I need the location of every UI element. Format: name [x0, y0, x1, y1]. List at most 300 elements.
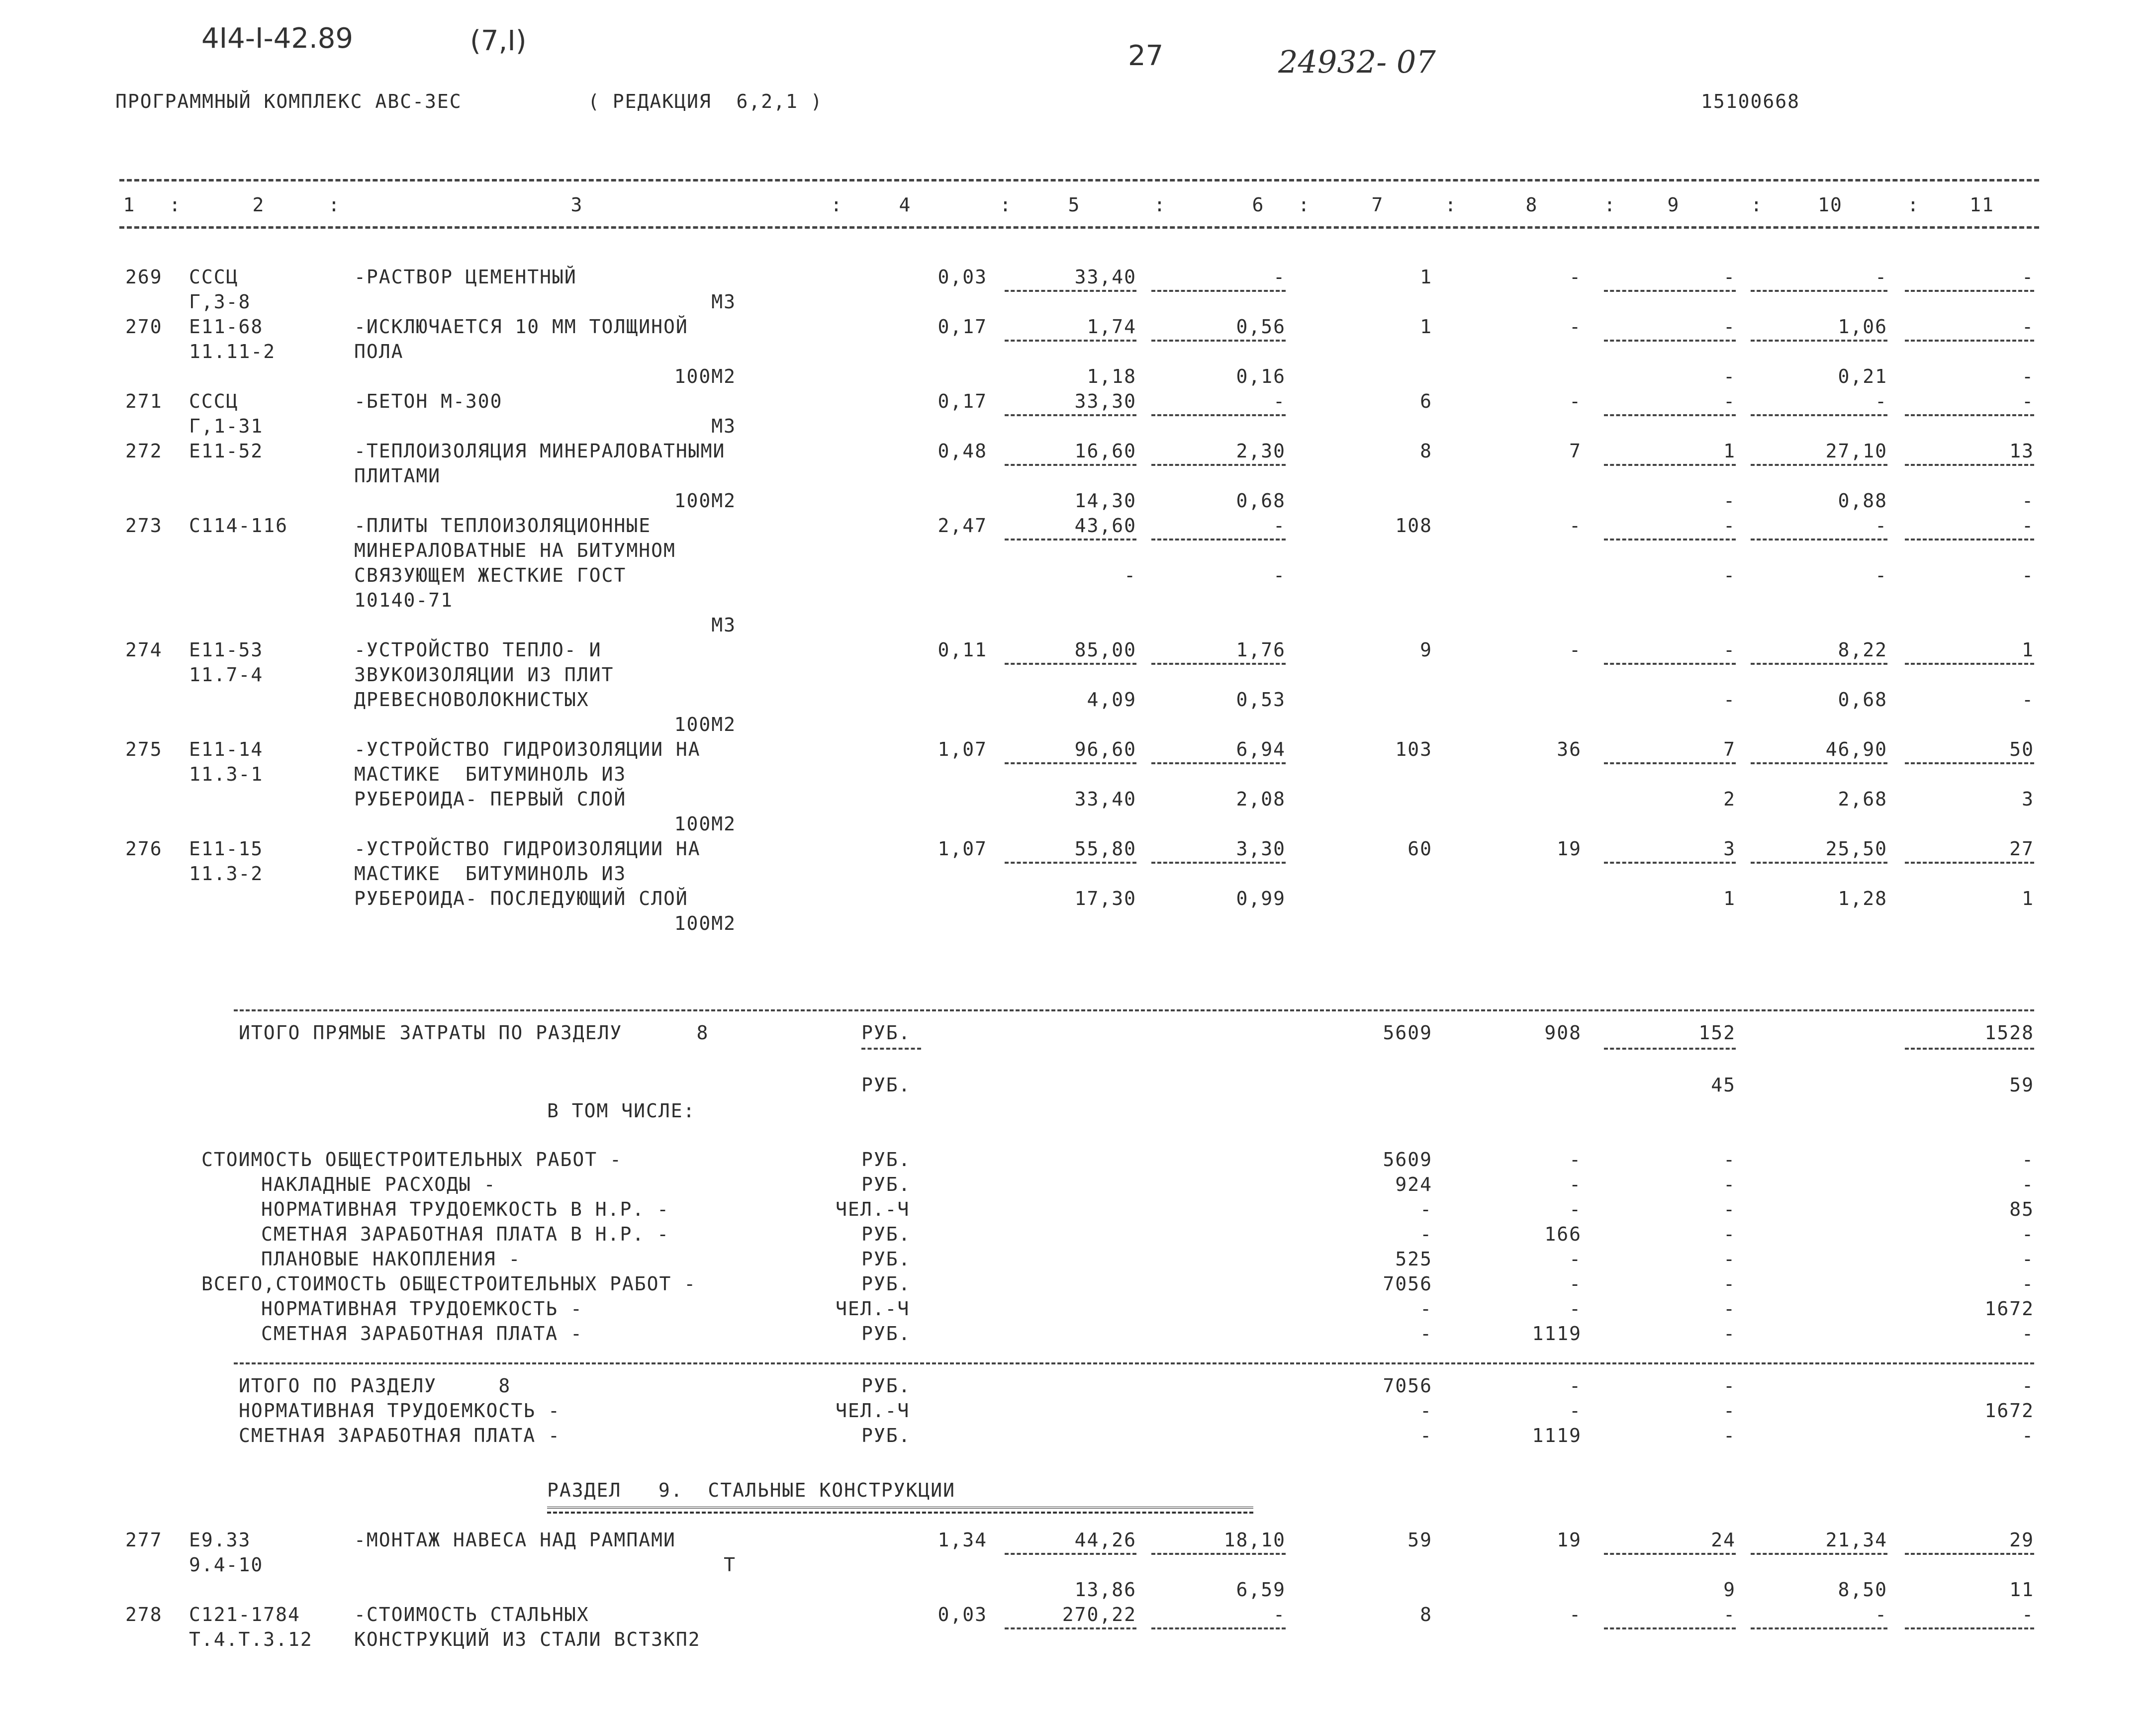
column-number-11: 11 [1969, 194, 1994, 216]
breakdown-label: СМЕТНАЯ ЗАРАБОТНАЯ ПЛАТА - [261, 1323, 583, 1345]
cell-c1: 276 [125, 838, 163, 860]
column-separator: : [1000, 194, 1012, 216]
cell-separator [1005, 663, 1136, 665]
cell-c10: 8,22 [1838, 639, 1887, 661]
cell-separator [1905, 1627, 2034, 1629]
section-rule [234, 1362, 2034, 1364]
cell-c3: 100М2 [674, 490, 736, 512]
column-separator: : [328, 194, 341, 216]
cell-separator [1151, 340, 1286, 342]
part-number: (7,I) [470, 25, 527, 57]
cell-c11: 27 [2009, 838, 2034, 860]
cell-c9: 2 [1723, 788, 1736, 810]
column-separator: : [1298, 194, 1311, 216]
breakdown-unit: ЧЕЛ.-Ч [836, 1298, 910, 1320]
cell-c4: 0,03 [937, 266, 987, 288]
cell-c11: - [2022, 490, 2034, 512]
breakdown-unit: ЧЕЛ.-Ч [836, 1198, 910, 1220]
breakdown-c11: - [2022, 1323, 2034, 1345]
cell-c7: 8 [1420, 440, 1432, 462]
breakdown-c11: 1672 [1984, 1298, 2034, 1320]
breakdown-c7: - [1420, 1198, 1432, 1220]
section-total-label: НОРМАТИВНАЯ ТРУДОЕМКОСТЬ - [239, 1400, 561, 1422]
total-c9: 45 [1711, 1074, 1736, 1096]
column-separator: : [831, 194, 843, 216]
section-total-c8: - [1569, 1400, 1582, 1422]
cell-c5: 33,40 [1074, 788, 1136, 810]
cell-separator [1005, 762, 1136, 764]
cell-separator [1751, 290, 1887, 292]
cell-separator [1604, 862, 1736, 864]
total-unit: РУБ. [861, 1022, 911, 1044]
cell-separator [1751, 862, 1887, 864]
column-number-2: 2 [252, 194, 265, 216]
cell-c10: 1,06 [1838, 316, 1887, 338]
cell-c3: ЗВУКОИЗОЛЯЦИИ ИЗ ПЛИТ [354, 664, 614, 686]
cell-c11: 11 [2009, 1579, 2034, 1601]
cell-c2: СССЦ [189, 266, 239, 288]
cell-c9: - [1723, 490, 1736, 512]
section-total-c8: - [1569, 1375, 1582, 1397]
cell-c10: 1,28 [1838, 888, 1887, 909]
cell-c10: 0,21 [1838, 365, 1887, 387]
cell-c4: 2,47 [937, 515, 987, 537]
breakdown-unit: РУБ. [861, 1248, 911, 1270]
breakdown-unit: РУБ. [861, 1223, 911, 1245]
cell-c5: 44,26 [1074, 1529, 1136, 1551]
section-total-c7: - [1420, 1425, 1432, 1446]
column-number-7: 7 [1371, 194, 1384, 216]
cell-c3: -УСТРОЙСТВО ТЕПЛО- И [354, 639, 602, 661]
section-rule [234, 1009, 2034, 1011]
cell-separator [1604, 340, 1736, 342]
cell-c4: 0,17 [937, 390, 987, 412]
cell-c3: МАСТИКЕ БИТУМИНОЛЬ ИЗ [354, 863, 627, 885]
cell-c1: 270 [125, 316, 163, 338]
cell-c2: Е9.33 [189, 1529, 251, 1551]
cell-c6: - [1273, 390, 1286, 412]
cell-c3: СВЯЗУЮЩЕМ ЖЕСТКИЕ ГОСТ [354, 564, 627, 586]
cell-c2: Е11-15 [189, 838, 264, 860]
cell-separator [1151, 663, 1286, 665]
cell-c5: 43,60 [1074, 515, 1136, 537]
cell-c4: 0,11 [937, 639, 987, 661]
section-total-c7: 7056 [1383, 1375, 1432, 1397]
cell-c11: - [2022, 316, 2034, 338]
section-total-c9: - [1723, 1375, 1736, 1397]
cell-separator [1604, 290, 1736, 292]
cell-c2: Е11-53 [189, 639, 264, 661]
cell-c6: 0,68 [1236, 490, 1286, 512]
cell-c11: - [2022, 564, 2034, 586]
section-total-label: СМЕТНАЯ ЗАРАБОТНАЯ ПЛАТА - [239, 1425, 561, 1446]
cell-separator [1905, 340, 2034, 342]
cell-c6: - [1273, 564, 1286, 586]
cell-c8: - [1569, 1604, 1582, 1625]
cell-c5: 96,60 [1074, 738, 1136, 760]
cell-c6: 1,76 [1236, 639, 1286, 661]
cell-separator [1151, 414, 1286, 416]
cell-separator [1604, 414, 1736, 416]
cell-c6: - [1273, 266, 1286, 288]
cell-c5: 17,30 [1074, 888, 1136, 909]
breakdown-c8: - [1569, 1173, 1582, 1195]
cell-separator [1604, 464, 1736, 466]
breakdown-c8: - [1569, 1198, 1582, 1220]
cell-c5: 33,30 [1074, 390, 1136, 412]
code-right: 15100668 [1701, 90, 1800, 112]
column-number-9: 9 [1667, 194, 1680, 216]
cell-c7: 6 [1420, 390, 1432, 412]
column-number-6: 6 [1252, 194, 1265, 216]
cell-c6: 6,94 [1236, 738, 1286, 760]
cell-c7: 1 [1420, 316, 1432, 338]
cell-c6: - [1273, 515, 1286, 537]
breakdown-label: ВСЕГО,СТОИМОСТЬ ОБЩЕСТРОИТЕЛЬНЫХ РАБОТ - [201, 1273, 697, 1295]
cell-separator [1751, 539, 1887, 540]
cell-c5: 4,09 [1087, 689, 1136, 711]
cell-c3: РУБЕРОИДА- ПЕРВЫЙ СЛОЙ [354, 788, 627, 810]
breakdown-c7: 525 [1395, 1248, 1432, 1270]
cell-separator [1905, 414, 2034, 416]
cell-c8: - [1569, 515, 1582, 537]
column-separator: : [1604, 194, 1616, 216]
breakdown-unit: РУБ. [861, 1273, 911, 1295]
cell-c3: -ТЕПЛОИЗОЛЯЦИЯ МИНЕРАЛОВАТНЫМИ [354, 440, 726, 462]
cell-c7: 1 [1420, 266, 1432, 288]
header-rule-bottom [119, 226, 2039, 229]
section-underline [547, 1507, 1253, 1509]
cell-separator [1005, 1627, 1136, 1629]
cell-separator [1151, 290, 1286, 292]
cell-separator [861, 1048, 921, 1050]
cell-c4: 0,03 [937, 1604, 987, 1625]
cell-c8: - [1569, 639, 1582, 661]
cell-c6: 0,16 [1236, 365, 1286, 387]
cell-separator [1604, 539, 1736, 540]
cell-c3: -БЕТОН М-300 [354, 390, 503, 412]
total-c7: 5609 [1383, 1022, 1432, 1044]
cell-c5: 16,60 [1074, 440, 1136, 462]
cell-c9: - [1723, 1604, 1736, 1625]
cell-c9: - [1723, 564, 1736, 586]
cell-c6: - [1273, 1604, 1286, 1625]
cell-c5: 55,80 [1074, 838, 1136, 860]
cell-c3: ПЛИТАМИ [354, 465, 441, 487]
cell-c4: 0,17 [937, 316, 987, 338]
breakdown-c9: - [1723, 1149, 1736, 1170]
cell-c2: Е11-14 [189, 738, 264, 760]
cell-c6: 2,30 [1236, 440, 1286, 462]
column-separator: : [1445, 194, 1457, 216]
section-total-c11: - [2022, 1425, 2034, 1446]
cell-c11: 1 [2022, 639, 2034, 661]
cell-c10: 21,34 [1825, 1529, 1887, 1551]
cell-c9: 1 [1723, 440, 1736, 462]
breakdown-unit: РУБ. [861, 1149, 911, 1170]
cell-c3: -УСТРОЙСТВО ГИДРОИЗОЛЯЦИИ НА [354, 838, 701, 860]
cell-c7: 108 [1395, 515, 1432, 537]
cell-c1: 271 [125, 390, 163, 412]
cell-c5: 1,18 [1087, 365, 1136, 387]
column-number-3: 3 [570, 194, 583, 216]
section-total-c8: 1119 [1532, 1425, 1582, 1446]
cell-c3: М3 [711, 291, 736, 313]
total-unit: РУБ. [861, 1074, 911, 1096]
total-c11: 1528 [1984, 1022, 2034, 1044]
cell-separator [1604, 1627, 1736, 1629]
cell-c3: М3 [711, 415, 736, 437]
breakdown-c7: - [1420, 1298, 1432, 1320]
column-number-5: 5 [1068, 194, 1081, 216]
section-total-unit: ЧЕЛ.-Ч [836, 1400, 910, 1422]
cell-c3: -СТОИМОСТЬ СТАЛЬНЫХ [354, 1604, 589, 1625]
cell-c4: 0,48 [937, 440, 987, 462]
section-9-title: РАЗДЕЛ 9. СТАЛЬНЫЕ КОНСТРУКЦИИ [547, 1479, 955, 1501]
section-total-unit: РУБ. [861, 1375, 911, 1397]
cell-c11: 1 [2022, 888, 2034, 909]
cell-c10: - [1875, 564, 1887, 586]
incl-label: В ТОМ ЧИСЛЕ: [547, 1100, 696, 1122]
cell-c11: 13 [2009, 440, 2034, 462]
cell-c3: -МОНТАЖ НАВЕСА НАД РАМПАМИ [354, 1529, 676, 1551]
cell-c3: -РАСТВОР ЦЕМЕНТНЫЙ [354, 266, 577, 288]
section-total-c9: - [1723, 1400, 1736, 1422]
cell-c6: 6,59 [1236, 1579, 1286, 1601]
cell-c7: 103 [1395, 738, 1432, 760]
breakdown-label: НОРМАТИВНАЯ ТРУДОЕМКОСТЬ В Н.Р. - [261, 1198, 669, 1220]
cell-separator [1005, 290, 1136, 292]
program-title: ПРОГРАММНЫЙ КОМПЛЕКС АВС-ЗЕС [115, 90, 462, 112]
cell-c3: -УСТРОЙСТВО ГИДРОИЗОЛЯЦИИ НА [354, 738, 701, 760]
cell-c2: Е11-52 [189, 440, 264, 462]
cell-c11: 50 [2009, 738, 2034, 760]
cell-c8: - [1569, 390, 1582, 412]
cell-c9: 1 [1723, 888, 1736, 909]
cell-c8: 19 [1557, 838, 1582, 860]
cell-c11: - [2022, 365, 2034, 387]
cell-separator [1905, 1048, 2034, 1050]
cell-c1: 275 [125, 738, 163, 760]
cell-c11: 29 [2009, 1529, 2034, 1551]
cell-separator [1604, 663, 1736, 665]
total-c11: 59 [2009, 1074, 2034, 1096]
cell-separator [1905, 663, 2034, 665]
breakdown-c11: - [2022, 1149, 2034, 1170]
breakdown-c11: - [2022, 1223, 2034, 1245]
cell-c4: 1,07 [937, 838, 987, 860]
breakdown-c8: 1119 [1532, 1323, 1582, 1345]
cell-c3: Т [724, 1554, 736, 1576]
breakdown-unit: РУБ. [861, 1323, 911, 1345]
cell-separator [1751, 414, 1887, 416]
cell-c1: 274 [125, 639, 163, 661]
cell-c5: - [1124, 564, 1136, 586]
breakdown-c7: 5609 [1383, 1149, 1432, 1170]
cell-separator [1905, 464, 2034, 466]
section-total-unit: РУБ. [861, 1425, 911, 1446]
cell-c6: 18,10 [1223, 1529, 1286, 1551]
cell-separator [1751, 1553, 1887, 1555]
breakdown-c8: - [1569, 1248, 1582, 1270]
cell-c9: 7 [1723, 738, 1736, 760]
cell-c11: - [2022, 1604, 2034, 1625]
cell-c2: С114-116 [189, 515, 288, 537]
cell-c11: - [2022, 515, 2034, 537]
cell-c2: Г,1-31 [189, 415, 264, 437]
cell-c9: - [1723, 365, 1736, 387]
cell-c2: 11.3-1 [189, 763, 264, 785]
cell-c10: - [1875, 266, 1887, 288]
cell-separator [1604, 1048, 1736, 1050]
cell-c6: 0,99 [1236, 888, 1286, 909]
cell-c10: - [1875, 390, 1887, 412]
cell-separator [1604, 1553, 1736, 1555]
cell-separator [1005, 1553, 1136, 1555]
cell-c3: МИНЕРАЛОВАТНЫЕ НА БИТУМНОМ [354, 540, 676, 561]
column-number-10: 10 [1818, 194, 1843, 216]
cell-c1: 278 [125, 1604, 163, 1625]
section-total-c9: - [1723, 1425, 1736, 1446]
cell-separator [1905, 862, 2034, 864]
cell-c3: ДРЕВЕСНОВОЛОКНИСТЫХ [354, 689, 589, 711]
cell-separator [1005, 464, 1136, 466]
cell-separator [1751, 340, 1887, 342]
cell-c1: 273 [125, 515, 163, 537]
breakdown-label: НАКЛАДНЫЕ РАСХОДЫ - [261, 1173, 496, 1195]
page-number: 27 [1128, 40, 1164, 72]
cell-c5: 85,00 [1074, 639, 1136, 661]
column-number-4: 4 [899, 194, 912, 216]
cell-c3: -ПЛИТЫ ТЕПЛОИЗОЛЯЦИОННЫЕ [354, 515, 652, 537]
cell-c8: - [1569, 316, 1582, 338]
cell-c6: 0,56 [1236, 316, 1286, 338]
breakdown-label: СТОИМОСТЬ ОБЩЕСТРОИТЕЛЬНЫХ РАБОТ - [201, 1149, 622, 1170]
cell-c5: 14,30 [1074, 490, 1136, 512]
doc-code: 4I4-I-42.89 [201, 22, 354, 55]
cell-c6: 3,30 [1236, 838, 1286, 860]
cell-separator [1151, 1627, 1286, 1629]
cell-c9: 24 [1711, 1529, 1736, 1551]
cell-c10: - [1875, 1604, 1887, 1625]
cell-c3: 100М2 [674, 912, 736, 934]
section-total-c11: - [2022, 1375, 2034, 1397]
cell-c2: Е11-68 [189, 316, 264, 338]
breakdown-c8: - [1569, 1149, 1582, 1170]
cell-c3: 100М2 [674, 813, 736, 835]
cell-c6: 0,53 [1236, 689, 1286, 711]
cell-c3: РУБЕРОИДА- ПОСЛЕДУЮЩИЙ СЛОЙ [354, 888, 688, 909]
total-c9: 152 [1698, 1022, 1736, 1044]
cell-c10: 2,68 [1838, 788, 1887, 810]
cell-separator [1151, 762, 1286, 764]
header-rule-top [119, 179, 2039, 181]
cell-c7: 59 [1407, 1529, 1432, 1551]
cell-c5: 33,40 [1074, 266, 1136, 288]
cell-separator [1151, 464, 1286, 466]
cell-c9: - [1723, 689, 1736, 711]
cell-c11: 3 [2022, 788, 2034, 810]
breakdown-c11: - [2022, 1248, 2034, 1270]
section-total-c11: 1672 [1984, 1400, 2034, 1422]
section-underline [547, 1512, 1253, 1514]
cell-c9: - [1723, 515, 1736, 537]
cell-c3: -ИСКЛЮЧАЕТСЯ 10 ММ ТОЛЩИНОЙ [354, 316, 688, 338]
cell-c8: 7 [1569, 440, 1582, 462]
breakdown-c7: 7056 [1383, 1273, 1432, 1295]
cell-c2: С121-1784 [189, 1604, 300, 1625]
cell-c1: 272 [125, 440, 163, 462]
breakdown-c7: 924 [1395, 1173, 1432, 1195]
cell-c10: 0,88 [1838, 490, 1887, 512]
cell-separator [1151, 1553, 1286, 1555]
breakdown-unit: РУБ. [861, 1173, 911, 1195]
cell-separator [1604, 762, 1736, 764]
breakdown-c9: - [1723, 1248, 1736, 1270]
cell-c9: 9 [1723, 1579, 1736, 1601]
cell-c9: 3 [1723, 838, 1736, 860]
cell-c2: 11.11-2 [189, 341, 276, 362]
cell-separator [1905, 1553, 2034, 1555]
breakdown-c9: - [1723, 1323, 1736, 1345]
section-total-c7: - [1420, 1400, 1432, 1422]
cell-c3: М3 [711, 614, 736, 636]
cell-c9: - [1723, 639, 1736, 661]
column-separator: : [1907, 194, 1920, 216]
cell-c2: 9.4-10 [189, 1554, 264, 1576]
breakdown-c9: - [1723, 1273, 1736, 1295]
column-separator: : [169, 194, 182, 216]
breakdown-c8: - [1569, 1298, 1582, 1320]
cell-c7: 60 [1407, 838, 1432, 860]
cell-separator [1151, 862, 1286, 864]
program-edition: ( РЕДАКЦИЯ 6,2,1 ) [588, 90, 823, 112]
breakdown-c9: - [1723, 1198, 1736, 1220]
cell-c9: - [1723, 266, 1736, 288]
cell-c4: 1,34 [937, 1529, 987, 1551]
breakdown-label: НОРМАТИВНАЯ ТРУДОЕМКОСТЬ - [261, 1298, 583, 1320]
column-number-8: 8 [1525, 194, 1538, 216]
cell-separator [1751, 762, 1887, 764]
cell-separator [1905, 539, 2034, 540]
cell-c4: 1,07 [937, 738, 987, 760]
cell-c3: КОНСТРУКЦИЙ ИЗ СТАЛИ ВСТ3КП2 [354, 1628, 701, 1650]
cell-c2: 11.7-4 [189, 664, 264, 686]
cell-c10: 25,50 [1825, 838, 1887, 860]
cell-c10: 8,50 [1838, 1579, 1887, 1601]
cell-c1: 277 [125, 1529, 163, 1551]
cell-separator [1751, 1627, 1887, 1629]
cell-separator [1005, 340, 1136, 342]
cell-separator [1151, 539, 1286, 540]
cell-c11: - [2022, 266, 2034, 288]
cell-c3: 100М2 [674, 365, 736, 387]
cell-c3: 100М2 [674, 714, 736, 735]
cell-c5: 1,74 [1087, 316, 1136, 338]
cell-c6: 2,08 [1236, 788, 1286, 810]
cell-c2: Г,3-8 [189, 291, 251, 313]
breakdown-c11: - [2022, 1173, 2034, 1195]
cell-c10: - [1875, 515, 1887, 537]
cell-c9: - [1723, 316, 1736, 338]
cell-c11: - [2022, 689, 2034, 711]
cell-c3: 10140-71 [354, 589, 454, 611]
section-total-label: ИТОГО ПО РАЗДЕЛУ 8 [239, 1375, 511, 1397]
cell-separator [1005, 539, 1136, 540]
cell-c10: 46,90 [1825, 738, 1887, 760]
cell-c1: 269 [125, 266, 163, 288]
cell-c9: - [1723, 390, 1736, 412]
